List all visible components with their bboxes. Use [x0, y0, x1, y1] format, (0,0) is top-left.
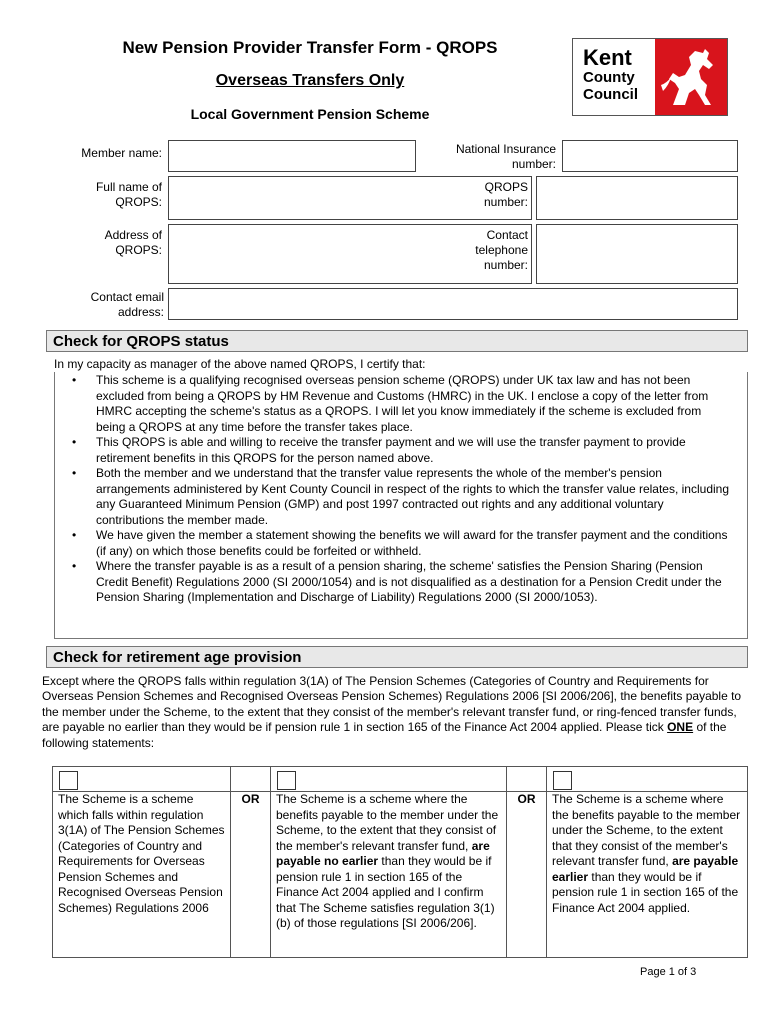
certification-text: Where the transfer payable is as a result of a pension sharing, the scheme' satisfies the Pension Sharing (Pension Credit Benefit) Regulations 2000 (SI 2000/1054) and is not disqualified as a destination for a Pension Credit under the Pension Sharing (Implementation and Discharge of Liability) Regulations 2000 (SI 2000/1053). [96, 559, 722, 604]
certification-text: This scheme is a qualifying recognised overseas pension scheme (QROPS) under UK tax law and has not been excluded from being a QROPS by HM Revenue and Customs (HMRC) in the UK. I enclose a copy of the letter from HMRC accepting the scheme's status as a QROPS. I will let you know immediately if the scheme is excluded from being a QROPS at any time before the transfer takes place. [96, 373, 709, 434]
certification-list [70, 373, 730, 606]
email-label-line-2: address: [117, 305, 164, 319]
form-subtitle: Overseas Transfers Only [215, 72, 405, 89]
retirement-instructions [42, 674, 742, 751]
contact-phone-input[interactable] [536, 224, 738, 284]
instructions-one: ONE [667, 720, 694, 735]
address-label-line-1: Address of [104, 228, 162, 242]
qrops-name-label [40, 180, 162, 210]
option-3-text-b: than they would be if pension rule 1 in section 165 of the Finance Act 2004 applied. [552, 869, 739, 915]
option-1-checkbox[interactable] [59, 771, 78, 790]
page-number: Page 1 of 3 [640, 966, 697, 978]
or-cell-2 [507, 767, 547, 957]
phone-label-line-2: telephone [475, 243, 528, 257]
contact-email-input[interactable] [168, 288, 738, 320]
qrops-number-label-line-2: number: [483, 195, 528, 209]
logo-line-1: Kent [583, 45, 632, 70]
form-title: New Pension Provider Transfer Form - QROPS [122, 38, 498, 57]
contact-email-label [40, 290, 164, 320]
option-2-text-bold: are payable no earlier [276, 838, 490, 868]
certification-intro: In my capacity as manager of the above named QROPS, I certify that: [54, 357, 426, 371]
or-label: OR [517, 792, 536, 806]
instructions-text: Except where the QROPS falls within regulation 3(1A) of The Pension Schemes (Categories of Country and Requirements for Overseas Pension Schemes and Recognised Overseas Pension Schemes) Regulations 2006 [SI 2006/206], the benefits payable to the member under the Scheme, to the extent that they consist of the member's relevant transfer fund, or ring-fenced transfer funds, are payable no earlier than they would be if pension rule 1 in section 165 of the Finance Act 2004 applied. Please tick [42, 674, 742, 735]
qrops-name-label-line-1: Full name of [95, 180, 162, 194]
scheme-name: Local Government Pension Scheme [190, 106, 430, 122]
option-1-text: The Scheme is a scheme which falls within regulation 3(1A) of The Pension Schemes (Categories of Country and Requirements for Overseas Pension Schemes and Recognised Overseas Pension Schemes) Regulations 2006 [58, 792, 225, 915]
certification-item: • This QROPS is able and willing to receive the transfer payment and we will use the transfer payment to provide retirement benefits in this QROPS for the person named above. [72, 435, 686, 465]
certification-item: • This scheme is a qualifying recognised overseas pension scheme (QROPS) under UK tax law and has not been excluded from being a QROPS by HM Revenue and Customs (HMRC) in the UK. I enclose a copy of the letter from HMRC accepting the scheme's status as a QROPS. I will let you know immediately if the scheme is excluded from being a QROPS at any time before the transfer takes place. [72, 373, 709, 434]
contact-phone-label [420, 228, 528, 273]
certification-item: • Both the member and we understand that the transfer value represents the whole of the member's pension arrangements administered by Kent County Council in respect of the rights to which the transfer value relates, including any Guaranteed Minimum Pension (GMP) and post 1997 contracted out rights and any additional voluntary contributions the member made. [72, 466, 729, 527]
member-name-label: Member name: [81, 146, 162, 160]
certification-text: Both the member and we understand that the transfer value represents the whole of the member's pension arrangements administered by Kent County Council in respect of the rights to which the transfer value relates, including any Guaranteed Minimum Pension (GMP) and post 1997 contracted out rights and any additional voluntary contributions the member made. [96, 466, 729, 527]
instructions-tail: of the following statements: [42, 720, 727, 750]
ni-label-line-1: National Insurance [455, 142, 556, 156]
option-3-text-a: The Scheme is a scheme where the benefits payable to the member under the Scheme, to the extent that they consist of the member's relevant transfer fund, [552, 792, 741, 868]
member-name-input[interactable] [168, 140, 416, 172]
logo-line-3: Council [583, 86, 638, 103]
or-cell-1 [231, 767, 271, 957]
ni-number-label [420, 142, 556, 172]
qrops-name-label-line-2: QROPS: [115, 195, 162, 209]
retirement-options-table [52, 766, 748, 958]
phone-label-line-1: Contact [486, 228, 528, 242]
address-label-line-2: QROPS: [115, 243, 162, 257]
option-2-text-a: The Scheme is a scheme where the benefits payable to the member under the Scheme, to the extent that they consist of the member's relevant transfer fund, [276, 792, 499, 853]
phone-label-line-3: number: [483, 258, 528, 272]
white-horse-icon [655, 39, 727, 115]
option-1-cell [53, 767, 231, 957]
qrops-number-label [420, 180, 528, 210]
certification-item: • Where the transfer payable is as a result of a pension sharing, the scheme' satisfies the Pension Sharing (Pension Credit Benefit) Regulations 2000 (SI 2000/1054) and is not disqualified as a destination for a Pension Credit under the Pension Sharing (Implementation and Discharge of Liability) Regulations 2000 (SI 2000/1053). [72, 559, 722, 604]
option-2-cell [271, 767, 507, 957]
kent-county-council-logo [572, 38, 728, 116]
qrops-address-label [40, 228, 162, 258]
option-3-checkbox[interactable] [553, 771, 572, 790]
qrops-number-label-line-1: QROPS [484, 180, 528, 194]
logo-line-2: County [583, 69, 635, 86]
option-2-text [276, 792, 502, 932]
retirement-age-heading: Check for retirement age provision [46, 646, 748, 668]
qrops-status-heading: Check for QROPS status [46, 330, 748, 352]
option-2-checkbox[interactable] [277, 771, 296, 790]
option-3-text [552, 792, 743, 916]
email-label-line-1: Contact email [90, 290, 164, 304]
ni-number-input[interactable] [562, 140, 738, 172]
certification-text: This QROPS is able and willing to receive the transfer payment and we will use the transfer payment to provide retirement benefits in this QROPS for the person named above. [96, 435, 686, 465]
qrops-number-input[interactable] [536, 176, 738, 220]
or-label: OR [241, 792, 260, 806]
certification-item: • We have given the member a statement showing the benefits we will award for the transfer payment and the conditions (if any) on which those benefits could be forfeited or withheld. [72, 528, 728, 558]
option-2-text-b: than they would be if pension rule 1 in section 165 of the Finance Act 2004 applied and I confirm that The Scheme satisfies regulation 3(1)(b) of those regulations [SI 2006/206]. [276, 854, 495, 930]
option-3-cell [547, 767, 747, 957]
option-3-text-bold: are payable earlier [552, 854, 739, 884]
ni-label-line-2: number: [511, 157, 556, 171]
certification-text: We have given the member a statement showing the benefits we will award for the transfer payment and the conditions (if any) on which those benefits could be forfeited or withheld. [96, 528, 728, 558]
